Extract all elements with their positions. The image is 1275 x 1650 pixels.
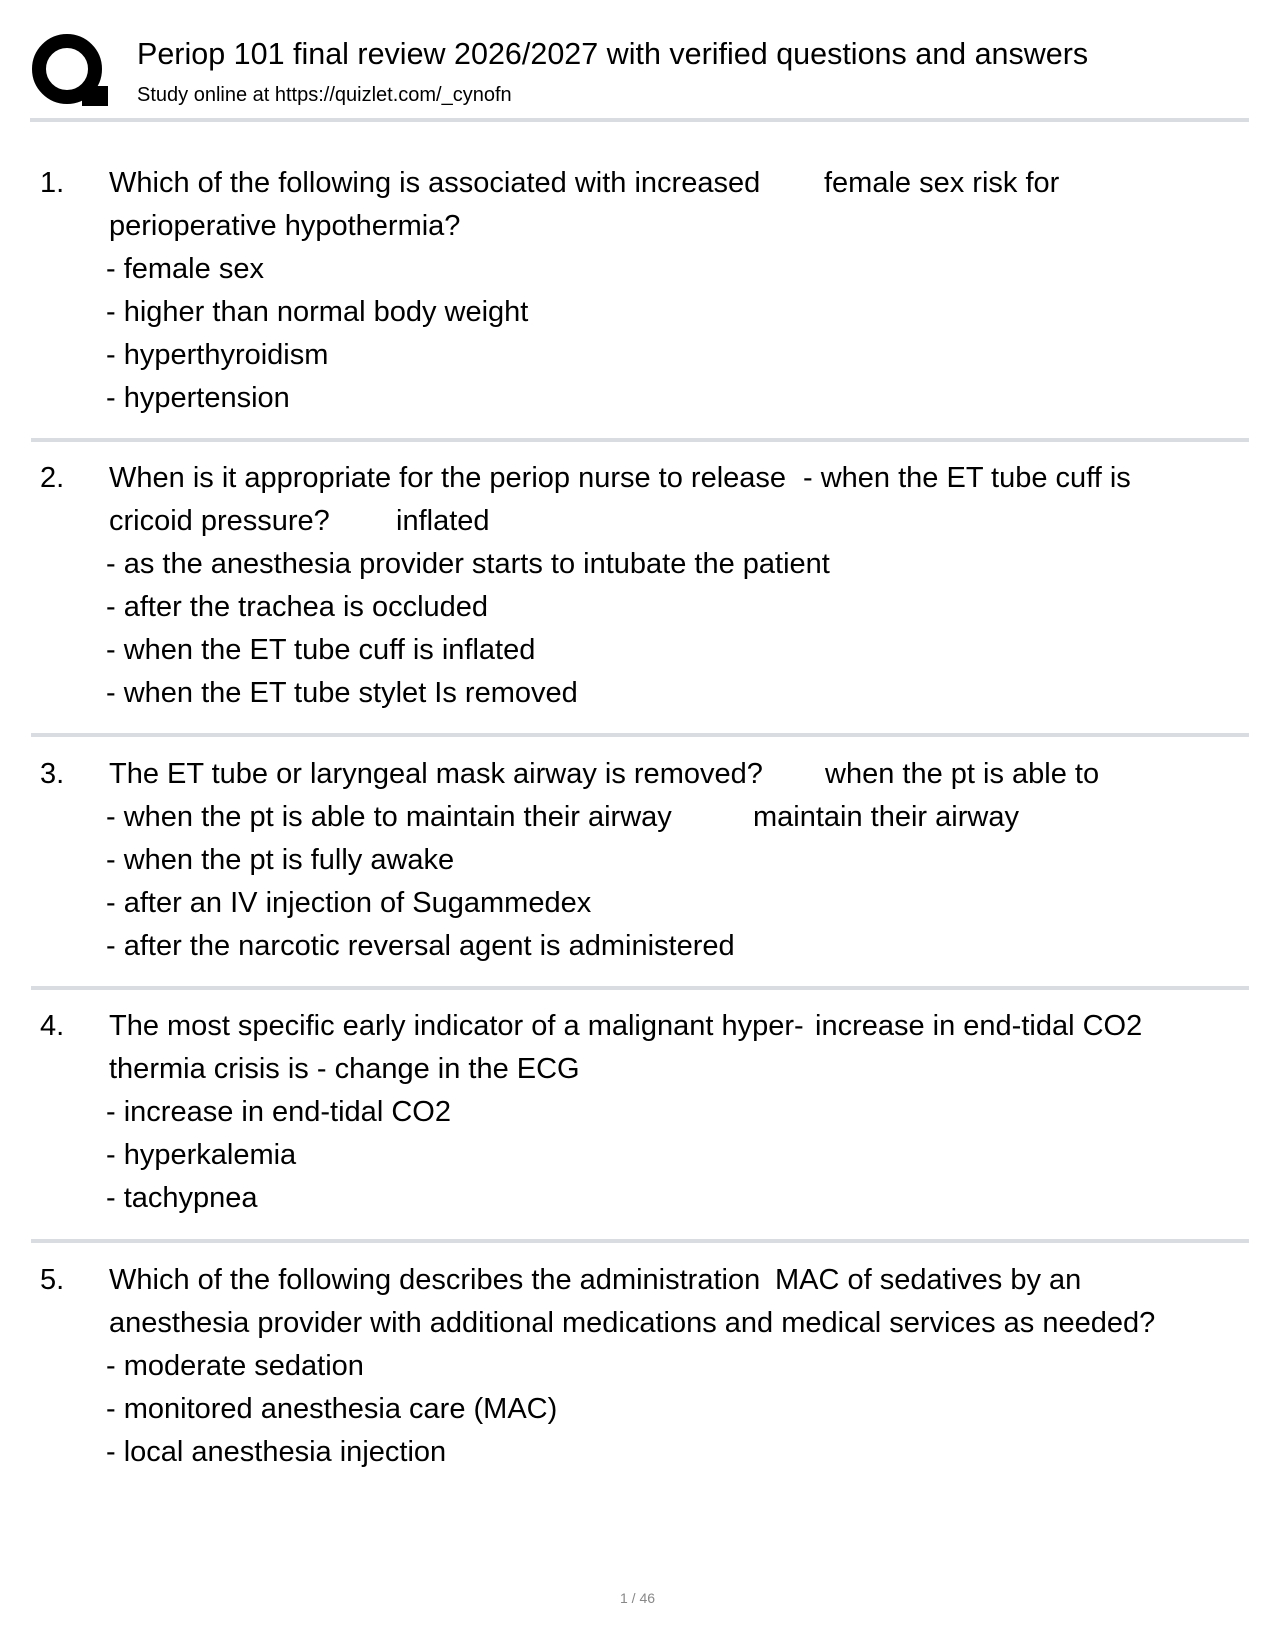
answer-option: - monitored anesthesia care (MAC) — [106, 1393, 558, 1425]
answer-text: increase in end-tidal CO2 — [815, 1010, 1143, 1042]
answer-option: - local anesthesia injection — [106, 1436, 447, 1468]
question-divider — [31, 1239, 1249, 1243]
page-title: Periop 101 final review 2026/2027 with verified questions and answers — [137, 37, 1089, 71]
quizlet-q-logo-icon — [30, 30, 110, 112]
question-text-line: Which of the following is associated with increased — [109, 167, 761, 199]
answer-text: inflated — [396, 505, 490, 537]
answer-option: - female sex — [106, 253, 264, 285]
answer-option: - as the anesthesia provider starts to intubate the patient — [106, 548, 830, 580]
question-text-line: perioperative hypothermia? — [109, 210, 461, 242]
question-number: 2. — [40, 462, 65, 494]
answer-option: - after an IV injection of Sugammedex — [106, 887, 592, 919]
page-indicator: 1 / 46 — [619, 1590, 656, 1606]
question-number: 3. — [40, 758, 65, 790]
question-text-line: Which of the following describes the administration — [109, 1264, 761, 1296]
answer-text: - when the ET tube cuff is — [803, 462, 1131, 494]
answer-option: - moderate sedation — [106, 1350, 364, 1382]
answer-text: maintain their airway — [753, 801, 1019, 833]
question-text-line: anesthesia provider with additional medications and medical services as needed? — [109, 1307, 1156, 1339]
answer-option: - when the ET tube cuff is inflated — [106, 634, 536, 666]
header-divider — [30, 118, 1249, 122]
answer-option: - higher than normal body weight — [106, 296, 529, 328]
answer-option: - increase in end-tidal CO2 — [106, 1096, 451, 1128]
question-divider — [31, 733, 1249, 737]
question-text-line: When is it appropriate for the periop nurse to release — [109, 462, 787, 494]
question-text-line: The most specific early indicator of a malignant hyper- — [109, 1010, 804, 1042]
answer-option: - when the ET tube stylet Is removed — [106, 677, 578, 709]
answer-option: - after the trachea is occluded — [106, 591, 489, 623]
question-divider — [31, 438, 1249, 442]
answer-text: MAC of sedatives by an — [775, 1264, 1082, 1296]
question-text-line: cricoid pressure? — [109, 505, 330, 537]
answer-option: - hypertension — [106, 382, 290, 414]
question-number: 4. — [40, 1010, 65, 1042]
question-number: 1. — [40, 167, 65, 199]
answer-text: female sex risk for — [824, 167, 1060, 199]
question-text-line: thermia crisis is - change in the ECG — [109, 1053, 580, 1085]
answer-option: - hyperkalemia — [106, 1139, 297, 1171]
study-online-link[interactable]: Study online at https://quizlet.com/_cynofn — [137, 84, 512, 106]
question-divider — [31, 986, 1249, 990]
question-text-line: The ET tube or laryngeal mask airway is removed? — [109, 758, 763, 790]
answer-text: when the pt is able to — [825, 758, 1100, 790]
answer-option: - hyperthyroidism — [106, 339, 329, 371]
answer-option: - when the pt is fully awake — [106, 844, 455, 876]
question-number: 5. — [40, 1264, 65, 1296]
answer-option: - after the narcotic reversal agent is administered — [106, 930, 735, 962]
answer-option: - when the pt is able to maintain their airway — [106, 801, 672, 833]
answer-option: - tachypnea — [106, 1182, 258, 1214]
